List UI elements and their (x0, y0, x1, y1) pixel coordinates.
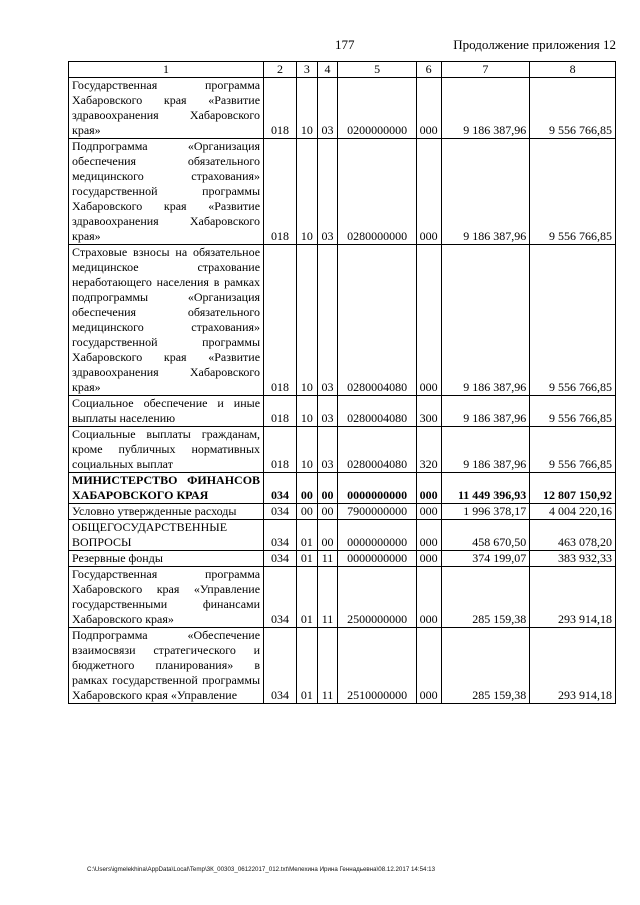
table-row (69, 628, 616, 704)
subsection-code: 00 (317, 504, 338, 520)
admin-code: 018 (264, 396, 297, 427)
admin-code: 018 (264, 78, 297, 139)
column-header-8: 8 (530, 62, 616, 78)
item-name: Государственная программа Хабаровского края «Управление государственными финансами Хабаровского края» (69, 567, 264, 628)
target-code: 0200000000 (338, 78, 416, 139)
amount-year-2: 9 556 766,85 (530, 139, 616, 245)
table-row (69, 427, 616, 473)
admin-code: 034 (264, 551, 297, 567)
admin-code: 018 (264, 427, 297, 473)
item-name: МИНИСТЕРСТВО ФИНАНСОВ ХАБАРОВСКОГО КРАЯ (69, 473, 264, 504)
expense-type-code: 000 (416, 78, 441, 139)
target-code: 0280004080 (338, 427, 416, 473)
subsection-code: 11 (317, 628, 338, 704)
amount-year-1: 11 449 396,93 (441, 473, 530, 504)
column-header-6: 6 (416, 62, 441, 78)
target-code: 0280004080 (338, 245, 416, 396)
amount-year-1: 9 186 387,96 (441, 396, 530, 427)
table-row (69, 567, 616, 628)
table-row (69, 396, 616, 427)
column-header-7: 7 (441, 62, 530, 78)
admin-code: 018 (264, 245, 297, 396)
subsection-code: 03 (317, 245, 338, 396)
amount-year-1: 285 159,38 (441, 628, 530, 704)
file-path-footer: C:\Users\igmelekhina\AppData\Local\Temp\3К_00303_06122017_012.txt\Мелехина Ирина Геннадьевна\08.12.2017 14:54:13 (87, 866, 436, 873)
target-code: 0000000000 (338, 551, 416, 567)
column-header-2: 2 (264, 62, 297, 78)
table-row (69, 245, 616, 396)
section-code: 01 (297, 567, 318, 628)
admin-code: 034 (264, 628, 297, 704)
item-name: ОБЩЕГОСУДАРСТВЕННЫЕ ВОПРОСЫ (69, 520, 264, 551)
section-code: 00 (297, 473, 318, 504)
section-code: 01 (297, 628, 318, 704)
item-name: Условно утвержденные расходы (69, 504, 264, 520)
amount-year-2: 4 004 220,16 (530, 504, 616, 520)
table-row (69, 551, 616, 567)
subsection-code: 03 (317, 78, 338, 139)
amount-year-2: 12 807 150,92 (530, 473, 616, 504)
amount-year-1: 458 670,50 (441, 520, 530, 551)
section-code: 10 (297, 427, 318, 473)
admin-code: 034 (264, 504, 297, 520)
expense-type-code: 320 (416, 427, 441, 473)
amount-year-1: 374 199,07 (441, 551, 530, 567)
section-code: 10 (297, 139, 318, 245)
expense-type-code: 000 (416, 473, 441, 504)
expense-type-code: 000 (416, 504, 441, 520)
table-row (69, 139, 616, 245)
column-number-row (69, 62, 616, 78)
subsection-code: 00 (317, 520, 338, 551)
subsection-code: 11 (317, 551, 338, 567)
item-name: Страховые взносы на обязательное медицинское страхование неработающего населения в рамках подпрограммы «Организация обеспечения обязательного медицинского страхования» государственной программы Хабаровского края «Развитие здравоохранения Хабаровского края» (69, 245, 264, 396)
table-row (69, 504, 616, 520)
amount-year-2: 9 556 766,85 (530, 396, 616, 427)
expense-type-code: 000 (416, 551, 441, 567)
item-name: Социальное обеспечение и иные выплаты населению (69, 396, 264, 427)
admin-code: 034 (264, 567, 297, 628)
section-code: 01 (297, 551, 318, 567)
column-header-3: 3 (297, 62, 318, 78)
target-code: 0000000000 (338, 520, 416, 551)
expense-type-code: 000 (416, 520, 441, 551)
item-name: Подпрограмма «Организация обеспечения обязательного медицинского страхования» государственной программы Хабаровского края «Развитие здравоохранения Хабаровского края» (69, 139, 264, 245)
amount-year-2: 293 914,18 (530, 628, 616, 704)
admin-code: 018 (264, 139, 297, 245)
subsection-code: 00 (317, 473, 338, 504)
amount-year-1: 9 186 387,96 (441, 139, 530, 245)
expense-type-code: 000 (416, 567, 441, 628)
amount-year-2: 293 914,18 (530, 567, 616, 628)
column-header-1: 1 (69, 62, 264, 78)
admin-code: 034 (264, 520, 297, 551)
expense-type-code: 000 (416, 139, 441, 245)
section-code: 10 (297, 245, 318, 396)
amount-year-1: 9 186 387,96 (441, 245, 530, 396)
table-row (69, 520, 616, 551)
subsection-code: 11 (317, 567, 338, 628)
amount-year-2: 463 078,20 (530, 520, 616, 551)
subsection-code: 03 (317, 139, 338, 245)
amount-year-1: 285 159,38 (441, 567, 530, 628)
amount-year-2: 9 556 766,85 (530, 78, 616, 139)
item-name: Подпрограмма «Обеспечение взаимосвязи стратегического и бюджетного планирования» в рамках государственной программы Хабаровского края «Управление (69, 628, 264, 704)
column-header-4: 4 (317, 62, 338, 78)
item-name: Социальные выплаты гражданам, кроме публичных нормативных социальных выплат (69, 427, 264, 473)
amount-year-1: 1 996 378,17 (441, 504, 530, 520)
amount-year-1: 9 186 387,96 (441, 78, 530, 139)
amount-year-2: 383 932,33 (530, 551, 616, 567)
subsection-code: 03 (317, 396, 338, 427)
section-code: 10 (297, 78, 318, 139)
section-code: 10 (297, 396, 318, 427)
continuation-title: Продолжение приложения 12 (453, 37, 616, 52)
target-code: 2500000000 (338, 567, 416, 628)
admin-code: 034 (264, 473, 297, 504)
table-row (69, 473, 616, 504)
column-header-5: 5 (338, 62, 416, 78)
expense-type-code: 000 (416, 245, 441, 396)
amount-year-1: 9 186 387,96 (441, 427, 530, 473)
expense-type-code: 300 (416, 396, 441, 427)
item-name: Государственная программа Хабаровского края «Развитие здравоохранения Хабаровского края» (69, 78, 264, 139)
subsection-code: 03 (317, 427, 338, 473)
expense-type-code: 000 (416, 628, 441, 704)
section-code: 01 (297, 520, 318, 551)
target-code: 2510000000 (338, 628, 416, 704)
target-code: 0000000000 (338, 473, 416, 504)
amount-year-2: 9 556 766,85 (530, 245, 616, 396)
amount-year-2: 9 556 766,85 (530, 427, 616, 473)
page-number: 177 (335, 37, 355, 52)
target-code: 7900000000 (338, 504, 416, 520)
budget-table (68, 61, 616, 704)
section-code: 00 (297, 504, 318, 520)
item-name: Резервные фонды (69, 551, 264, 567)
target-code: 0280004080 (338, 396, 416, 427)
table-row (69, 78, 616, 139)
target-code: 0280000000 (338, 139, 416, 245)
